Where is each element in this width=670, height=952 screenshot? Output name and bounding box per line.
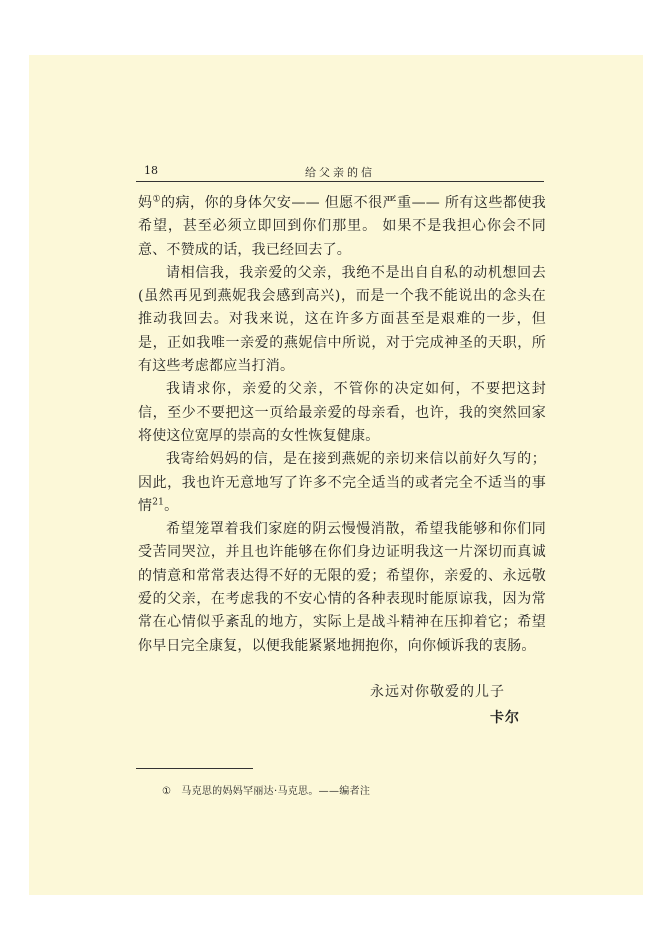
letter-body [138, 192, 546, 658]
footnote [162, 782, 370, 797]
paragraph-3: 我请求你，亲爱的父亲，不管你的决定如何，不要把这封信，至少不要把这一页给最亲爱的母亲看，也许，我的突然回家将使这位宽厚的崇高的女性恢复健康。 [138, 381, 546, 444]
paragraph-4 [138, 448, 546, 518]
paragraph-1 [138, 192, 546, 262]
footnote-divider [136, 768, 253, 769]
running-title: 给父亲的信 [305, 166, 375, 179]
footnote-text: 马克思的妈妈罕丽达·马克思。——编者注 [181, 786, 371, 797]
signature: 卡尔 [490, 710, 520, 726]
endnote-reference: 21 [152, 497, 165, 508]
paragraph-5: 希望笼罩着我们家庭的阴云慢慢消散，希望我能够和你们同受苦同哭泣，并且也许能够在你们身边证明我这一片深切而真诚的情意和常常表达得不好的无限的爱；希望你，亲爱的、永远敬爱的父亲，在考虑我的不安心情的各种表现时能原谅我，因为常常在心情似乎紊乱的地方，实际上是战斗精神在压抑着它；希望你早日完全康复，以便我能紧紧地拥抱你，向你倾诉我的衷肠。 [138, 521, 546, 654]
footnote-mark: ① [162, 786, 172, 797]
paragraph-1-text-end: 的病，你的身体欠安—— 但愿不很严重—— 所有这些都使我希望，甚至必须立即回到你们那里。 如果不是我担心你会不同意、不赞成的话，我已经回去了。 [138, 195, 547, 258]
footnote-reference: ① [152, 194, 162, 205]
running-header [136, 161, 544, 182]
page-number: 18 [144, 164, 158, 177]
paragraph-4-text-end: 。 [164, 497, 179, 514]
paragraph-1-text-start: 妈 [138, 195, 153, 211]
paragraph-2: 请相信我，我亲爱的父亲，我绝不是出自自私的动机想回去(虽然再见到燕妮我会感到高兴)，而是一个我不能说出的念头在推动我回去。对我来说，这在许多方面甚至是艰难的一步，但是，正如我唯一亲爱的燕妮信中所说，对于完成神圣的天职，所有这些考虑都应当打消。 [138, 264, 546, 375]
closing-line: 永远对你敬爱的儿子 [370, 684, 505, 700]
paragraph-4-text-start: 我寄给妈妈的信，是在接到燕妮的亲切来信以前好久写的；因此，我也许无意地写了许多不完全适当的或者完全不适当的事情 [138, 451, 546, 514]
